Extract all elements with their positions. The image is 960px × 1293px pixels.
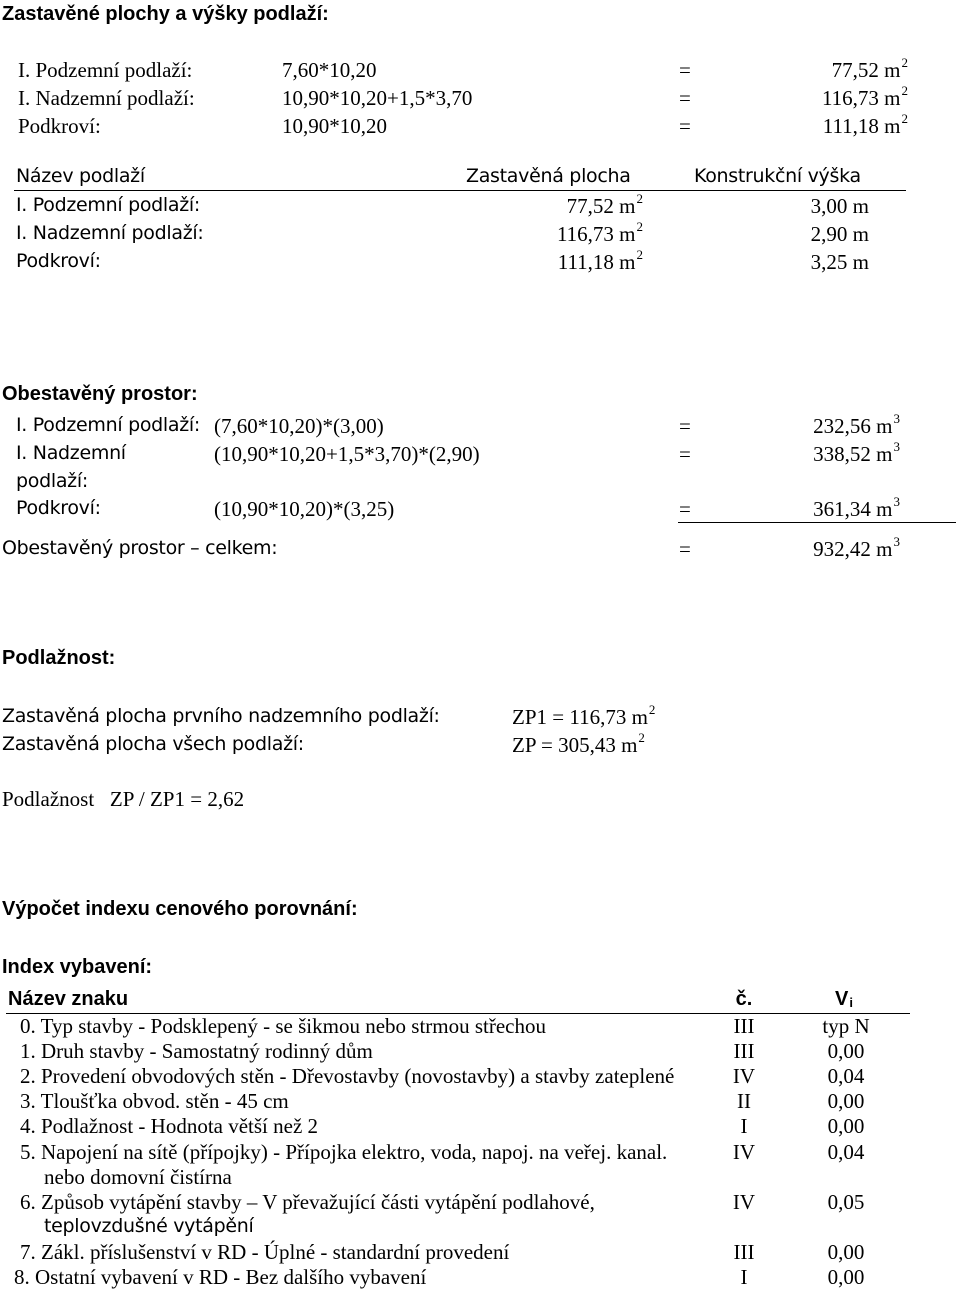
volume-row-equals: = — [679, 497, 691, 521]
volume-row-label: Podkroví: — [16, 497, 101, 519]
feature-row-vi: 0,00 — [827, 1114, 865, 1138]
table-header-vi: $V_i$ — [835, 988, 853, 1010]
feature-row-name: 4. Podlažnost - Hodnota větší než 2 — [20, 1114, 319, 1138]
feature-row-number: IV — [732, 1064, 756, 1088]
feature-row-vi: 0,05 — [827, 1190, 865, 1214]
feature-row-vi: 0,04 — [827, 1064, 865, 1088]
feature-row-number: I — [740, 1265, 748, 1289]
area-row-equals: = — [679, 86, 691, 110]
volume-row-formula: (7,60*10,20)*(3,00) — [214, 414, 384, 438]
volume-row-label-cont: podlaží: — [16, 470, 88, 492]
feature-row-number: III — [733, 1039, 755, 1063]
feature-row-name: 7. Zákl. příslušenství v RD - Úplné - standardní provedení — [20, 1240, 510, 1264]
feature-row-vi: 0,00 — [827, 1240, 865, 1264]
feature-row-vi: typ N — [822, 1014, 870, 1038]
volume-row-equals: = — [679, 414, 691, 438]
volume-row-label: I. Podzemní podlaží: — [16, 414, 201, 436]
floor-height: 3,25 m — [810, 250, 869, 274]
sum-rule — [678, 522, 956, 523]
table-header-rule — [14, 190, 906, 191]
volume-total-label: Obestavěný prostor – celkem: — [2, 537, 278, 559]
section-title-built-volume: Obestavěný prostor: — [2, 383, 198, 405]
feature-row-name: 2. Provedení obvodových stěn - Dřevostavby (novostavby) a stavby zateplené — [20, 1064, 675, 1088]
feature-row-vi: 0,00 — [827, 1039, 865, 1063]
volume-row-label: I. Nadzemní — [16, 442, 126, 464]
area-row-formula: 10,90*10,20 — [282, 114, 387, 138]
feature-row-name: 6. Způsob vytápění stavby – V převažující části vytápění podlahové, — [20, 1190, 595, 1214]
feature-row-number: III — [733, 1014, 755, 1038]
area-row-label: I. Nadzemní podlaží: — [18, 86, 195, 110]
feature-row-number: II — [737, 1089, 751, 1113]
area-row-equals: = — [679, 58, 691, 82]
feature-row-name: 5. Napojení na sítě (přípojky) - Přípojka elektro, voda, napoj. na veřej. kanal. — [20, 1140, 668, 1164]
area-row-label: Podkroví: — [18, 114, 101, 138]
feature-row-name-cont: teplovzdušné vytápění — [44, 1215, 254, 1237]
floor-count-value: ZP1 = 116,73 $m^2$ — [512, 702, 656, 729]
floor-count-result: Podlažnost ZP / ZP1 = 2,62 — [2, 787, 245, 811]
floor-count-label: Zastavěná plocha všech podlaží: — [2, 733, 304, 755]
feature-row-number: IV — [732, 1190, 756, 1214]
area-row-label: I. Podzemní podlaží: — [18, 58, 193, 82]
area-row-formula: 10,90*10,20+1,5*3,70 — [282, 86, 473, 110]
volume-row-formula: (10,90*10,20)*(3,25) — [214, 497, 395, 521]
volume-row-formula: (10,90*10,20+1,5*3,70)*(2,90) — [214, 442, 480, 466]
area-row-value: 116,73 $m^2$ — [821, 83, 908, 110]
floor-name: Podkroví: — [16, 250, 101, 272]
feature-row-name: 8. Ostatní vybavení v RD - Bez dalšího vybavení — [14, 1265, 427, 1289]
area-row-value: 77,52 $m^2$ — [831, 55, 908, 82]
volume-row-equals: = — [679, 442, 691, 466]
area-row-equals: = — [679, 114, 691, 138]
area-row-formula: 7,60*10,20 — [282, 58, 377, 82]
floor-count-value: ZP = 305,43 $m^2$ — [512, 730, 645, 757]
feature-row-number: IV — [732, 1140, 756, 1164]
feature-row-name: 0. Typ stavby - Podsklepený - se šikmou nebo strmou střechou — [20, 1014, 547, 1038]
section-title-built-areas: Zastavěné plochy a výšky podlaží: — [2, 3, 329, 25]
floor-area: 116,73 $m^2$ — [556, 219, 643, 246]
volume-total-equals: = — [679, 537, 691, 561]
feature-row-name: 3. Tloušťka obvod. stěn - 45 cm — [20, 1089, 289, 1113]
section-title-price-index: Výpočet indexu cenového porovnání: — [2, 898, 358, 920]
floor-height: 3,00 m — [810, 194, 869, 218]
table-header-built-area: Zastavěná plocha — [466, 165, 631, 187]
floor-name: I. Nadzemní podlaží: — [16, 222, 204, 244]
table-header-number: č. — [735, 988, 753, 1010]
feature-row-name: 1. Druh stavby - Samostatný rodinný dům — [20, 1039, 373, 1063]
volume-row-value: 232,56 $m^3$ — [813, 411, 900, 438]
table-header-floor-name: Název podlaží — [16, 165, 145, 187]
feature-row-vi: 0,00 — [827, 1265, 865, 1289]
floor-area: 77,52 $m^2$ — [566, 191, 643, 218]
feature-row-number: I — [740, 1114, 748, 1138]
feature-row-name-cont: nebo domovní čistírna — [44, 1165, 232, 1189]
floor-name: I. Podzemní podlaží: — [16, 194, 201, 216]
section-title-floor-count: Podlažnost: — [2, 647, 116, 669]
volume-row-value: 338,52 $m^3$ — [813, 439, 900, 466]
floor-area: 111,18 $m^2$ — [557, 247, 643, 274]
volume-row-value: 361,34 $m^3$ — [813, 494, 900, 521]
feature-row-number: III — [733, 1240, 755, 1264]
feature-row-vi: 0,04 — [827, 1140, 865, 1164]
floor-height: 2,90 m — [810, 222, 869, 246]
area-row-value: 111,18 $m^2$ — [822, 111, 908, 138]
floor-count-label: Zastavěná plocha prvního nadzemního podlaží: — [2, 705, 440, 727]
table-header-height: Konstrukční výška — [694, 165, 861, 187]
volume-total-value: 932,42 $m^3$ — [813, 534, 900, 561]
table-header-feature-name: Název znaku — [8, 988, 129, 1010]
section-subtitle-equipment-index: Index vybavení: — [2, 956, 153, 978]
feature-row-vi: 0,00 — [827, 1089, 865, 1113]
